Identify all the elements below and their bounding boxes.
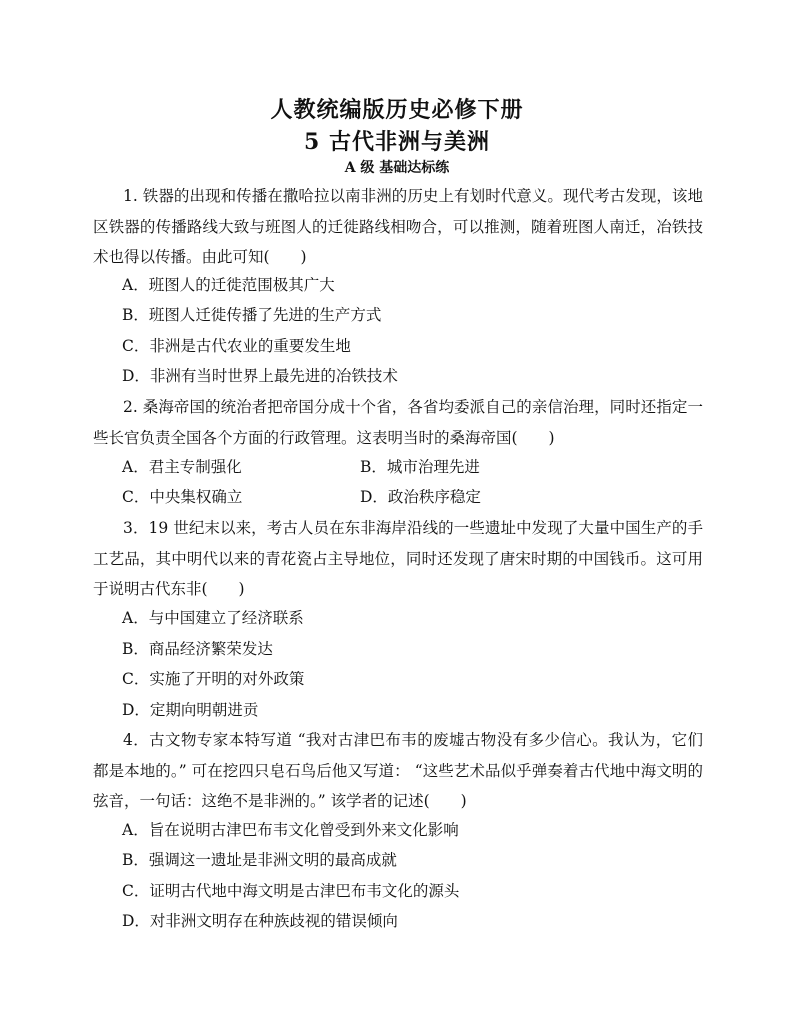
question-2-stem: 2. 桑海帝国的统治者把帝国分成十个省，各省均委派自己的亲信治理，同时还指定一些长官负责全国各个方面的行政管理。这表明当时的桑海帝国( ) (93, 398, 703, 447)
question-4-option-a: A．旨在说明古津巴布韦文化曾受到外来文化影响 (122, 821, 459, 839)
question-1-stem: 1. 铁器的出现和传播在撒哈拉以南非洲的历史上有划时代意义。现代考古发现，该地区铁器的传播路线大致与班图人的迁徙路线相吻合，可以推测，随着班图人南迁，冶铁技术也得以传播。由此可知( ) (93, 187, 703, 266)
lesson-title: 5 古代非洲与美洲 (304, 129, 490, 155)
question-1-option-c: C．非洲是古代农业的重要发生地 (122, 337, 351, 355)
question-2-option-b: B．城市治理先进 (360, 458, 480, 476)
question-3-option-b: B．商品经济繁荣发达 (122, 640, 273, 658)
question-3-option-d: D．定期向明朝进贡 (122, 701, 259, 719)
question-3-stem: 3．19 世纪末以来，考古人员在东非海岸沿线的一些遗址中发现了大量中国生产的手工艺品，其中明代以来的青花瓷占主导地位，同时还发现了唐宋时期的中国钱币。这可用于说明古代东非( ) (93, 519, 703, 598)
question-2-option-a: A．君主专制强化 (122, 458, 242, 476)
question-2-option-d: D．政治秩序稳定 (360, 488, 481, 506)
question-4-option-c: C．证明古代地中海文明是古津巴布韦文化的源头 (122, 882, 460, 900)
question-1-option-d: D．非洲有当时世界上最先进的冶铁技术 (122, 367, 398, 385)
question-4-stem: 4．古文物专家本特写道 “我对古津巴布韦的废墟古物没有多少信心。我认为，它们都是本地的。” 可在挖四只皂石鸟后他又写道： “这些艺术品似乎弹奏着古代地中海文明的弦音，一句话：这绝不是非洲的。” 该学者的记述( ) (93, 731, 703, 810)
question-4-option-d: D．对非洲文明存在种族歧视的错误倾向 (122, 912, 398, 930)
level-heading: A 级 基础达标练 (344, 160, 450, 176)
question-2-option-c: C．中央集权确立 (122, 488, 243, 506)
question-4-option-b: B．强调这一遗址是非洲文明的最高成就 (122, 851, 397, 869)
document-title: 人教统编版历史必修下册 (270, 97, 524, 123)
question-1-option-b: B．班图人迁徙传播了先进的生产方式 (122, 306, 382, 324)
question-3-option-c: C．实施了开明的对外政策 (122, 670, 305, 688)
question-3-option-a: A．与中国建立了经济联系 (122, 609, 304, 627)
question-1-option-a: A．班图人的迁徙范围极其广大 (122, 276, 335, 294)
